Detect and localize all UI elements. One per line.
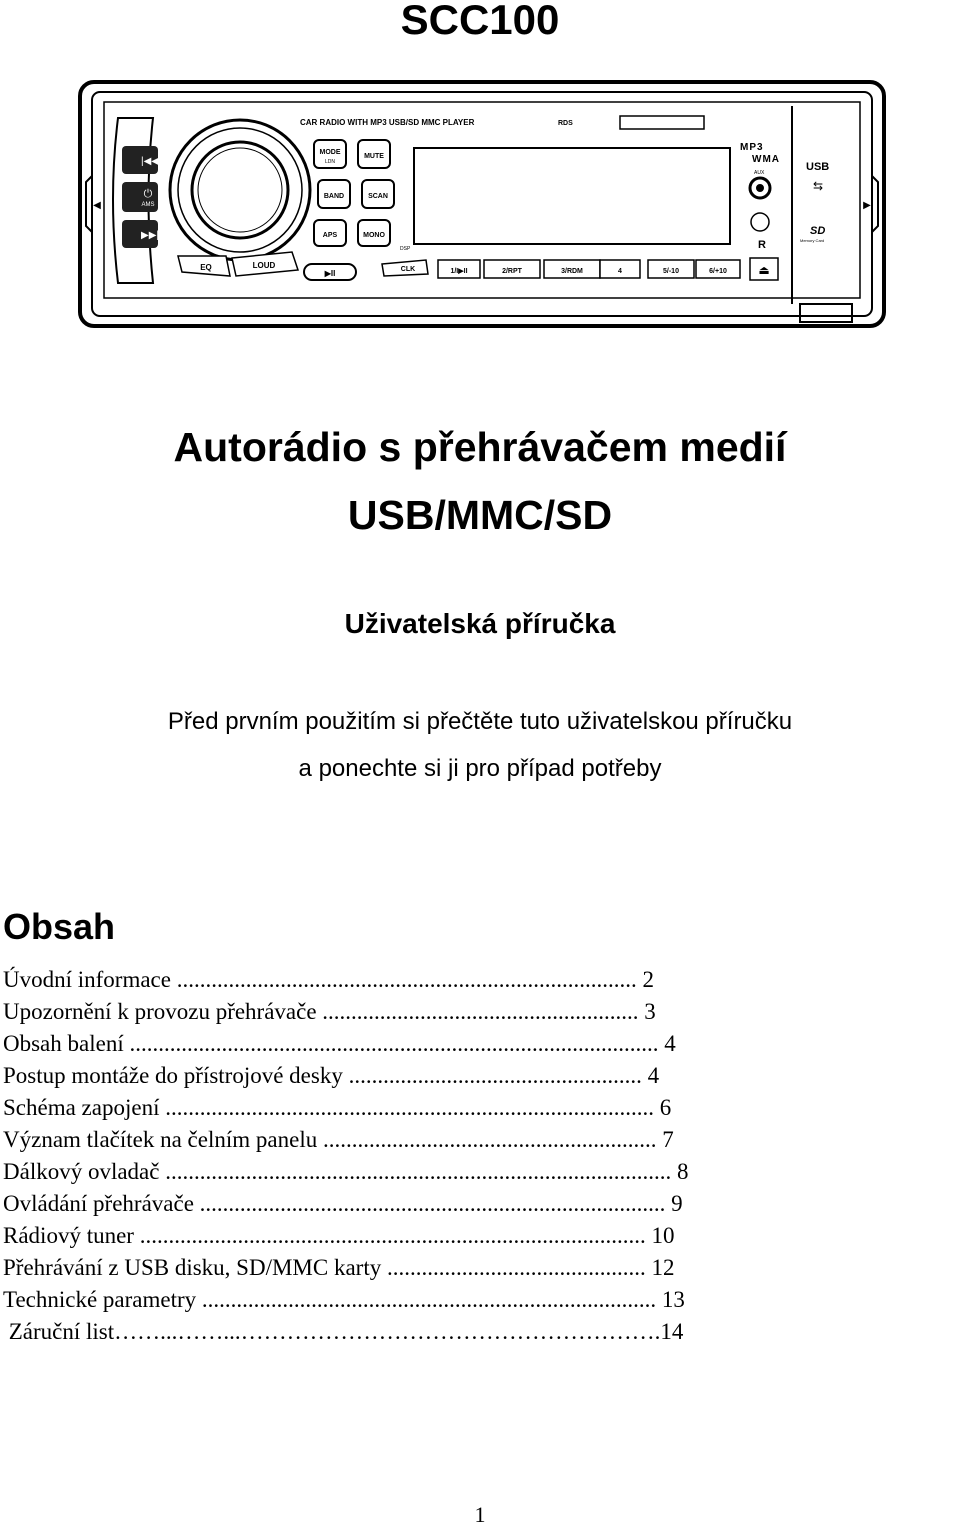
toc-entry[interactable] [3,1284,959,1316]
sd-label: SD [810,225,826,237]
preset-3-label: 3/RDM [561,268,583,275]
ir-sensor [751,213,769,231]
toc-entry[interactable] [3,1252,959,1284]
toc-entry-text: Úvodní informace ................................................................................ 2 [3,967,654,992]
eq-label: EQ [200,263,212,272]
toc-entry-text: Ovládání přehrávače ................................................................................. 9 [3,1191,683,1216]
toc-entry-text: Technické parametry ............................................................................... 13 [3,1287,685,1312]
mute-label: MUTE [364,153,384,160]
cover-title-line-2: USB/MMC/SD [347,492,613,538]
preset-6-label: 6/+10 [709,268,727,275]
next-label: ▶▶| [141,230,159,241]
toc-entry-text: Upozornění k provozu přehrávače ....................................................... 3 [3,999,656,1024]
panel-top-text: CAR RADIO WITH MP3 USB/SD MMC PLAYER [300,118,475,127]
toc-entry-text: Schéma zapojení ..................................................................................... 6 [3,1095,672,1120]
band-label: BAND [323,193,345,200]
remote-sensor-icon: R [758,239,766,251]
rds-label: RDS [558,120,573,127]
toc-entry[interactable] [3,1316,959,1348]
left-clip-arrow-icon: ◀ [93,200,101,211]
wma-label: WMA [752,154,780,165]
cover-title-line-1: Autorádio s přehrávačem medií [173,424,787,470]
preset-1-label: 1/I▶II [450,268,468,275]
power-sub-label: AMS [141,202,155,208]
aps-label: APS [322,232,338,239]
toc-entry-text: Rádiový tuner ........................................................................................ 10 [3,1223,675,1248]
toc-entry[interactable] [3,1220,959,1252]
eject-icon: ⏏ [758,263,770,277]
dsp-label: DSP [400,246,411,252]
toc-entry-text: Význam tlačítek na čelním panelu .......................................................... 7 [3,1127,674,1152]
toc-entry-text: Obsah balení ............................................................................................ 4 [3,1031,676,1056]
toc-entry-text: Dálkový ovladač ........................................................................................ 8 [3,1159,689,1184]
toc-entry-text: Postup montáže do přístrojové desky ................................................... 4 [3,1063,660,1088]
cd-slot [620,116,704,129]
toc-entry-text: Přehrávání z USB disku, SD/MMC karty ............................................. 12 [3,1255,675,1280]
aux-label: AUX [754,170,765,176]
preset-4-label: 4 [618,268,622,275]
volume-knob-center [198,148,282,232]
cover-note-line-1: Před prvním použitím si přečtěte tuto uživatelskou příručku [167,708,793,735]
lcd-display [414,148,730,244]
model-title: SCC100 [400,0,560,43]
mode-label: MODE [319,149,341,156]
aux-jack-hole [756,184,764,192]
prev-label: |◀◀ [141,156,159,167]
clk-label: CLK [400,266,416,273]
toc-entry[interactable] [3,1028,959,1060]
table-of-contents [3,964,959,1348]
mode-sub-label: LDN [324,159,336,165]
mono-label: MONO [363,232,385,239]
right-clip-arrow-icon: ▶ [863,200,871,211]
play-label: ▶II [324,269,336,278]
page-number: 1 [474,1502,486,1527]
scan-label: SCAN [368,193,388,200]
toc-entry[interactable] [3,1092,959,1124]
preset-5-label: 5/-10 [663,268,679,275]
usb-icon: ⇆ [812,179,824,193]
mp3-label: MP3 [740,142,764,153]
cover-subtitle: Uživatelská příručka [344,608,616,639]
usb-label: USB [806,161,830,173]
toc-entry[interactable] [3,1060,959,1092]
toc-entry[interactable] [3,996,959,1028]
toc-heading: Obsah [3,906,116,947]
power-icon: ⏻ [143,188,153,200]
cover-note-line-2: a ponechte si ji pro případ potřeby [298,755,662,782]
preset-2-label: 2/RPT [502,268,522,275]
loud-label: LOUD [252,261,276,270]
toc-entry[interactable] [3,1156,959,1188]
toc-entry-text: Záruční list……...……...……………………………………………….14 [3,1319,684,1344]
sd-sub-label: Memory Card [800,238,825,243]
toc-entry[interactable] [3,964,959,996]
car-radio-front-panel-drawing [78,78,890,330]
toc-entry[interactable] [3,1188,959,1220]
toc-entry[interactable] [3,1124,959,1156]
